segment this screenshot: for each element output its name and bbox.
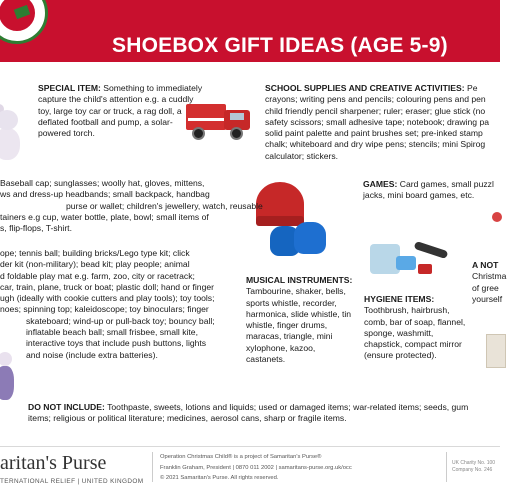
footer-info <box>160 452 352 484</box>
section-heading: SCHOOL SUPPLIES AND CREATIVE ACTIVITIES: <box>265 83 465 93</box>
section-clothes-accessories <box>0 178 263 234</box>
section-body-line: Toothpaste, sweets, lotions and liquids; used or damaged items; war-related items; seeds, gum <box>104 402 469 412</box>
section-body-line: ugh (ideally with cookie cutters and play tools); toy tools; <box>0 293 215 304</box>
section-games <box>363 179 513 202</box>
footer-separator <box>152 452 153 482</box>
section-body-line: child friendly pencil sharpener; ruler; eraser; glue stick (no <box>265 105 486 116</box>
footer-line: Franklin Graham, President | 0870 011 2002 | samaritans-purse.org.uk/occ <box>160 464 352 471</box>
section-body: Tambourine, shaker, bells, sports whistle, recorder, harmonica, slide whistle, tin whistle, finger drums, maracas, triangle, mini xylophone, kazoo, castanets. <box>246 286 352 365</box>
section-do-not-include <box>28 402 508 425</box>
operation-christmas-child-logo-icon <box>0 0 48 44</box>
section-body-line: skateboard; wind-up or pull-back toy; bouncy ball; <box>26 315 215 326</box>
toy-ball-icon <box>492 212 502 222</box>
section-musical-instruments <box>246 275 356 365</box>
brand-name: aritan's Purse <box>0 452 107 474</box>
brand-tagline: TERNATIONAL RELIEF | UNITED KINGDOM <box>0 478 144 485</box>
section-body-line: Christma <box>472 271 507 282</box>
section-school-supplies <box>265 83 515 162</box>
section-body-line: crayons; writing pens and pencils; colouring pens and pen <box>265 94 486 105</box>
section-body-line: ope; tennis ball; building bricks/Lego type kit; click <box>0 248 190 258</box>
registration-info <box>452 460 495 474</box>
section-body-line: tainers e.g cup, water bottle, plate, bowl; small items of <box>0 211 209 222</box>
section-body-line: Pe <box>464 83 478 93</box>
section-body-line: calculator; stickers. <box>265 150 339 161</box>
section-heading: MUSICAL INSTRUMENTS: <box>246 275 353 285</box>
section-note <box>472 260 512 305</box>
section-heading: HYGIENE ITEMS: <box>364 294 435 304</box>
section-body-line: noes; spinning top; kaleidoscope; toy binoculars; finger <box>0 304 209 315</box>
section-body-line: jacks, mini board games, etc. <box>363 190 475 201</box>
footer-line: © 2021 Samaritan's Purse. All rights reserved. <box>160 475 279 482</box>
section-body-line: s, flip-flops, T-shirt. <box>0 223 72 234</box>
section-heading: GAMES: <box>363 179 398 189</box>
section-special-item <box>38 83 204 139</box>
section-body-line: yourself <box>472 293 503 304</box>
section-heading: A NOT <box>472 260 499 270</box>
section-body-line: items; religious or political literature; medicines, aerosol cans, sharp or fragile items. <box>28 413 347 424</box>
section-body-line: safety scissors; small adhesive tape; notebook; drawing pa <box>265 116 490 127</box>
teddy-bear-icon <box>0 100 20 162</box>
footer-line: UK Charity No. 100 <box>452 460 496 466</box>
section-heading: DO NOT INCLUDE: <box>28 402 105 412</box>
section-toys <box>0 248 242 361</box>
greeting-card-icon <box>486 334 506 368</box>
section-body-line: ws and dress-up headbands; small backpack, handbag <box>0 189 210 200</box>
section-body-line: of gree <box>472 282 499 293</box>
section-body: Toothbrush, hairbrush, comb, bar of soap, flannel, sponge, washmitt, chapstick, compact mirror (ensure protected). <box>364 305 466 361</box>
section-body-line: and noise (include extra batteries). <box>26 349 158 360</box>
red-beanie-icon <box>256 182 304 226</box>
section-body-line: solid paint palette and paint brushes set; pre-inked stamp <box>265 128 483 139</box>
section-body-line: purse or wallet; children's jewellery, watch, reusable <box>66 200 263 211</box>
blue-gloves-icon <box>270 222 334 258</box>
section-body-line: car, train, plane, truck or boat; plastic doll; hand or finger <box>0 281 215 292</box>
section-body: Something to immediately capture the child's attention e.g. a cuddly toy, large toy car or truck, a rag doll, a deflated football and pump, a solar-powered torch. <box>38 83 203 139</box>
footer-line: Operation Christmas Child® is a project of Samaritan's Purse® <box>160 454 322 460</box>
header-banner <box>0 0 500 62</box>
section-hygiene-items <box>364 294 468 362</box>
section-body-line: interactive toys that include push buttons, lights <box>26 338 207 349</box>
section-body-line: d foldable play mat e.g. farm, zoo, city or racetrack; <box>0 270 195 281</box>
section-body-line: der kit (non-military); bead kit; play people; animal <box>0 259 190 270</box>
section-body-line: Card games, small puzzl <box>397 179 494 189</box>
footer-divider <box>0 446 500 447</box>
section-heading: SPECIAL ITEM: <box>38 83 101 93</box>
section-body-line: chalk; whiteboard and dry wipe pens; stencils; mini Spirog <box>265 139 486 150</box>
footer-separator <box>446 452 447 482</box>
section-body-line: inflatable beach ball; small frisbee, small kite, <box>26 327 198 338</box>
footer-line: Company No. 246 <box>452 467 493 473</box>
section-body-line: Baseball cap; sunglasses; woolly hat, gloves, mittens, <box>0 178 205 188</box>
toiletries-icon <box>370 236 454 282</box>
page-title: SHOEBOX GIFT IDEAS (AGE 5-9) <box>112 34 448 57</box>
